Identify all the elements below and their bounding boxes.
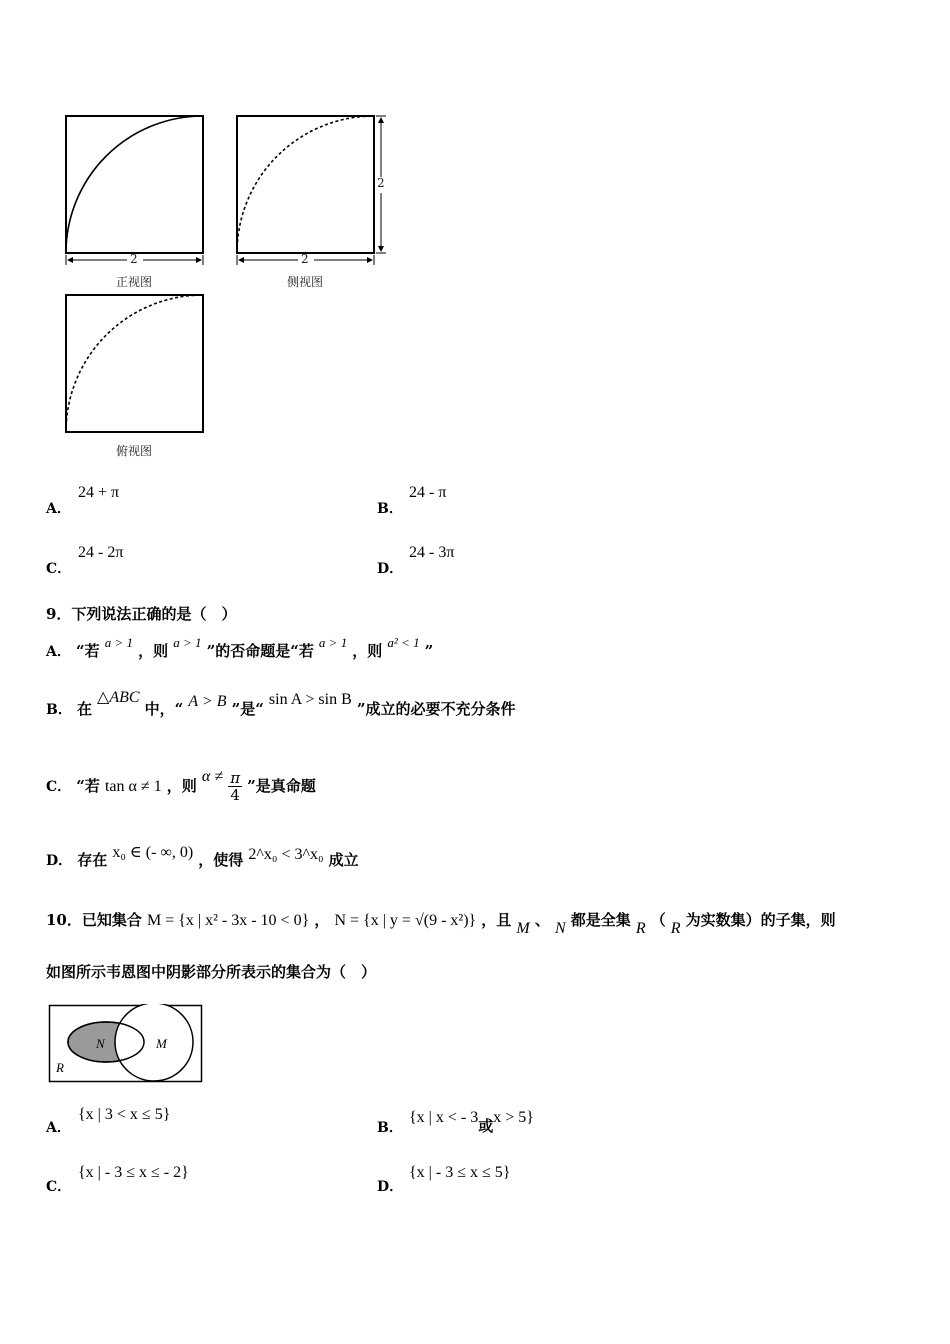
venn-label-r: R [56, 1060, 64, 1075]
q9-option-b-label: B． [46, 702, 72, 718]
three-view-figure [55, 105, 395, 440]
q8-option-c-label: C． [46, 561, 72, 577]
q9-option-d-label: D． [46, 853, 73, 869]
front-view [66, 116, 203, 265]
q10-option-b-label: B． [377, 1120, 403, 1136]
venn-diagram [48, 1004, 204, 1084]
front-dim-label: 2 [130, 252, 138, 266]
math-pi-over-4: $\frac{\pi}{4}$ [230, 769, 241, 804]
side-width-dim-label: 2 [301, 252, 309, 266]
math-x0-in-interval: x₀ ∈ (- ∞, 0) [112, 844, 194, 861]
top-view-caption: 俯视图 [116, 444, 153, 458]
front-view-caption: 正视图 [116, 275, 153, 289]
q8-option-a-label: A． [46, 501, 71, 517]
side-view-caption: 侧视图 [287, 275, 324, 289]
math-tan-alpha-ne-1: tan α ≠ 1 [104, 778, 162, 795]
q10-option-a-label: A． [46, 1120, 71, 1136]
math-a-gt-1: a > 1 [173, 635, 202, 650]
q10-stem-line1: 10．已知集合 M = {x | x² - 3x - 10 < 0} ， N = {x | y = √(9 - x²)} ，且 M 、 N 都是全集 R （ R 为实数集）的子集，则 [46, 911, 836, 937]
q10-option-c-value: {x | - 3 ≤ x ≤ - 2} [78, 1164, 189, 1181]
q8-option-a-value: 24 + π [78, 484, 120, 501]
q9-option-a-label: A． [46, 644, 71, 660]
math-2-pow-lt-3-pow: 2^x₀ < 3^x₀ [248, 846, 324, 863]
q8-option-b-label: B． [377, 501, 403, 517]
q10-option-b-value: {x | x < - 3或x > 5} [409, 1109, 534, 1135]
math-a-gt-1: a > 1 [318, 635, 348, 650]
math-a-gt-b: A > B [188, 693, 227, 710]
math-triangle-abc: △ABC [97, 689, 140, 706]
q8-option-d-value: 24 - 3π [409, 544, 455, 561]
math-r: R [670, 920, 681, 937]
math-a-gt-1: a > 1 [104, 635, 133, 650]
q9-option-c-label: C． [46, 779, 72, 795]
venn-label-n: N [96, 1036, 105, 1051]
q10-option-d-label: D． [377, 1179, 404, 1195]
q10-option-c-label: C． [46, 1179, 72, 1195]
math-m: M [516, 920, 530, 937]
q8-option-d-label: D． [377, 561, 404, 577]
math-sin-a-gt-sin-b: sin A > sin B [268, 691, 352, 708]
math-a-squared-lt-1: a² < 1 [387, 635, 420, 650]
q9-option-b: B． 在 △ABC 中，“ A > B ”是“ sin A > sin B ”成立的必要不充分条件 [46, 689, 516, 718]
q10-stem-line2: 如图所示韦恩图中阴影部分所表示的集合为（ ） [46, 963, 377, 981]
math-n: N [554, 920, 566, 937]
side-height-dim-label: 2 [377, 176, 385, 190]
math-set-m: M = {x | x² - 3x - 10 < 0} [146, 912, 310, 929]
q10-option-a-value: {x | 3 < x ≤ 5} [78, 1106, 171, 1123]
venn-label-m: M [156, 1036, 167, 1051]
top-view [66, 295, 203, 432]
side-view [237, 116, 386, 265]
q8-option-c-value: 24 - 2π [78, 544, 124, 561]
venn-set-m [115, 1004, 193, 1081]
q9-option-d: D． 存在 x₀ ∈ (- ∞, 0) ，使得 2^x₀ < 3^x₀ 成立 [46, 844, 359, 869]
math-alpha-ne: α ≠ [201, 768, 224, 785]
q9-option-c: C． “若 tan α ≠ 1 ，则 α ≠ $\frac{\pi}{4}$ ”是真命题 [46, 768, 316, 804]
q9-option-a: A． “若 $^{a > 1}$ ，则 $^{a > 1}$ ”的否命题是“若 $^{a > 1}$ ，则 $^{a^2 < 1}$ ” [46, 635, 434, 660]
q9-stem: 9．下列说法正确的是（ ） [46, 605, 237, 623]
math-r: R [635, 920, 646, 937]
q8-option-b-value: 24 - π [409, 484, 447, 501]
q10-option-d-value: {x | - 3 ≤ x ≤ 5} [409, 1164, 511, 1181]
math-set-n: N = {x | y = √(9 - x²)} [334, 912, 477, 929]
